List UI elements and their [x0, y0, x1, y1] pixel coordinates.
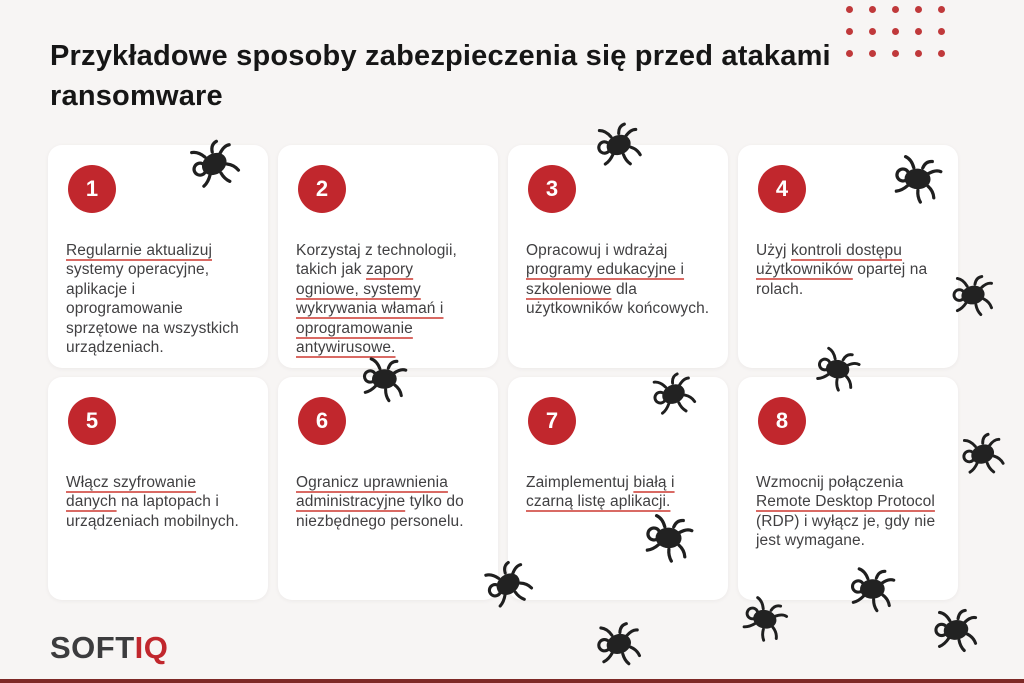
- tip-card: [738, 377, 958, 600]
- tip-text: [526, 241, 710, 319]
- tip-card: [738, 145, 958, 368]
- dot-decoration: [938, 50, 945, 57]
- tip-text-plain: na laptopach i urządzeniach mobilnych.: [66, 493, 239, 530]
- tip-card: [278, 377, 498, 600]
- bottom-accent-bar: [0, 679, 1024, 683]
- number-badge: 6: [298, 397, 346, 445]
- tip-card: [278, 145, 498, 368]
- tip-text: [66, 241, 250, 357]
- tip-text: [296, 241, 480, 357]
- logo-text-soft: SOFT: [50, 630, 135, 665]
- dot-decoration: [892, 28, 899, 35]
- number-badge: 3: [528, 165, 576, 213]
- dot-decoration: [938, 28, 945, 35]
- number-badge: 7: [528, 397, 576, 445]
- dot-decoration: [915, 28, 922, 35]
- tip-text: [756, 241, 940, 299]
- tip-text-plain: Wzmocnij połączenia: [756, 474, 904, 491]
- tip-card: [48, 145, 268, 368]
- tip-text-plain: dla użytkowników końcowych.: [526, 280, 710, 318]
- bug-icon: [931, 607, 980, 656]
- number-badge: 4: [758, 165, 806, 213]
- tip-text-plain: Zaimplementuj: [526, 474, 634, 491]
- tip-text-highlight: zapory ogniowe, systemy wykrywania włamań i oprogramowanie antywirusowe.: [296, 261, 444, 356]
- dot-decoration: [846, 6, 853, 13]
- tip-text-highlight: Włącz szyfrowanie danych: [66, 474, 197, 511]
- dot-pattern-decoration: [846, 6, 945, 57]
- page-title: Przykładowe sposoby zabezpieczenia się przed atakami ransomware: [50, 40, 831, 113]
- bug-icon: [956, 429, 1010, 483]
- number-badge: 2: [298, 165, 346, 213]
- dot-decoration: [892, 6, 899, 13]
- tip-text-highlight: Regularnie aktualizuj: [66, 242, 212, 259]
- tip-text-plain: (RDP) i wyłącz je, gdy nie jest wymagane.: [756, 512, 936, 550]
- tip-text-plain: opartej na rolach.: [756, 261, 928, 298]
- tip-text: [66, 473, 250, 531]
- tip-text-plain: tylko do niezbędnego personelu.: [296, 493, 464, 530]
- tip-text-plain: systemy operacyjne, aplikacje i oprogramowanie sprzętowe na wszystkich urządzeniach.: [66, 261, 239, 356]
- dot-decoration: [869, 6, 876, 13]
- tip-text: [296, 473, 480, 531]
- tip-card: [508, 145, 728, 368]
- tip-text-highlight: Ogranicz uprawnienia administracyjne: [296, 474, 448, 511]
- dot-decoration: [938, 6, 945, 13]
- tip-text-plain: Użyj: [756, 242, 791, 259]
- dot-decoration: [915, 6, 922, 13]
- dot-decoration: [846, 28, 853, 35]
- tip-text: [526, 473, 710, 512]
- bug-icon: [592, 619, 646, 673]
- number-badge: 5: [68, 397, 116, 445]
- dot-decoration: [846, 50, 853, 57]
- dot-decoration: [892, 50, 899, 57]
- tip-text: [756, 473, 940, 551]
- number-badge: 1: [68, 165, 116, 213]
- tip-text-highlight: programy edukacyjne i szkoleniowe: [526, 261, 685, 298]
- logo-text-iq: IQ: [134, 630, 169, 665]
- softiq-logo: [50, 630, 168, 666]
- dot-decoration: [869, 50, 876, 57]
- tip-text-highlight: białą i czarną listę aplikacji.: [526, 474, 675, 511]
- tip-text-plain: Korzystaj z technologii, takich jak: [296, 242, 457, 279]
- tip-card: [508, 377, 728, 600]
- tip-card: [48, 377, 268, 600]
- dot-decoration: [915, 50, 922, 57]
- tip-text-highlight: kontroli dostępu użytkowników: [756, 242, 902, 279]
- dot-decoration: [869, 28, 876, 35]
- cards-grid: [48, 145, 958, 600]
- tip-text-plain: Opracowuj i wdrażaj: [526, 242, 668, 259]
- number-badge: 8: [758, 397, 806, 445]
- tip-text-highlight: Remote Desktop Protocol: [756, 493, 935, 511]
